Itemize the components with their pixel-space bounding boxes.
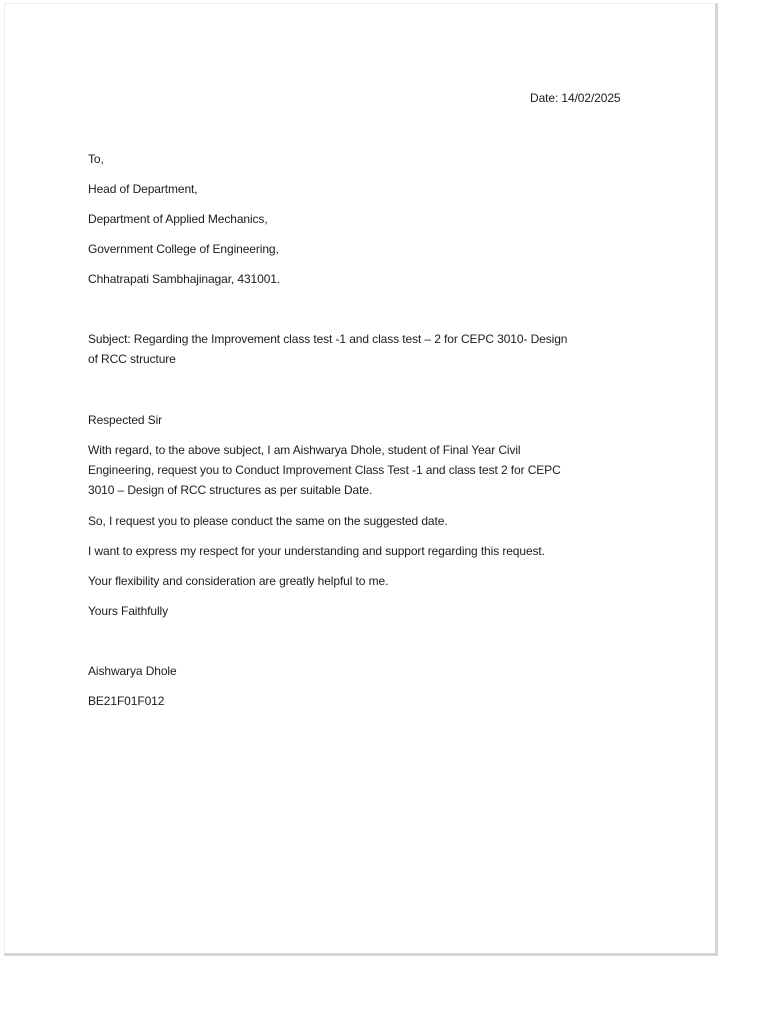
address-line-department: Department of Applied Mechanics, (88, 212, 268, 226)
subject-line: Subject: Regarding the Improvement class test -1 and class test – 2 for CEPC 3010- Design (88, 332, 568, 346)
document-page (4, 3, 718, 956)
signature-name: Aishwarya Dhole (88, 664, 177, 678)
subject-paragraph (88, 329, 567, 369)
salutation: Respected Sir (88, 413, 163, 427)
body-line: Engineering, request you to Conduct Improvement Class Test -1 and class test 2 for CEPC (88, 463, 561, 477)
address-line-recipient: Head of Department, (88, 182, 198, 196)
roll-number: BE21F01F012 (88, 694, 165, 708)
body-line: With regard, to the above subject, I am Aishwarya Dhole, student of Final Year Civil (88, 443, 521, 457)
address-line-city: Chhatrapati Sambhajinagar, 431001. (88, 272, 281, 286)
body-paragraph-conduct: So, I request you to please conduct the same on the suggested date. (88, 514, 448, 528)
body-line: 3010 – Design of RCC structures as per suitable Date. (88, 483, 373, 497)
closing: Yours Faithfully (88, 604, 168, 618)
letter-date: Date: 14/02/2025 (530, 91, 621, 105)
body-paragraph-respect: I want to express my respect for your understanding and support regarding this request. (88, 544, 545, 558)
address-line-college: Government College of Engineering, (88, 242, 279, 256)
letter-to: To, (88, 152, 104, 166)
subject-line: of RCC structure (88, 352, 176, 366)
body-paragraph-flexibility: Your flexibility and consideration are greatly helpful to me. (88, 574, 389, 588)
body-paragraph-request (88, 440, 561, 500)
